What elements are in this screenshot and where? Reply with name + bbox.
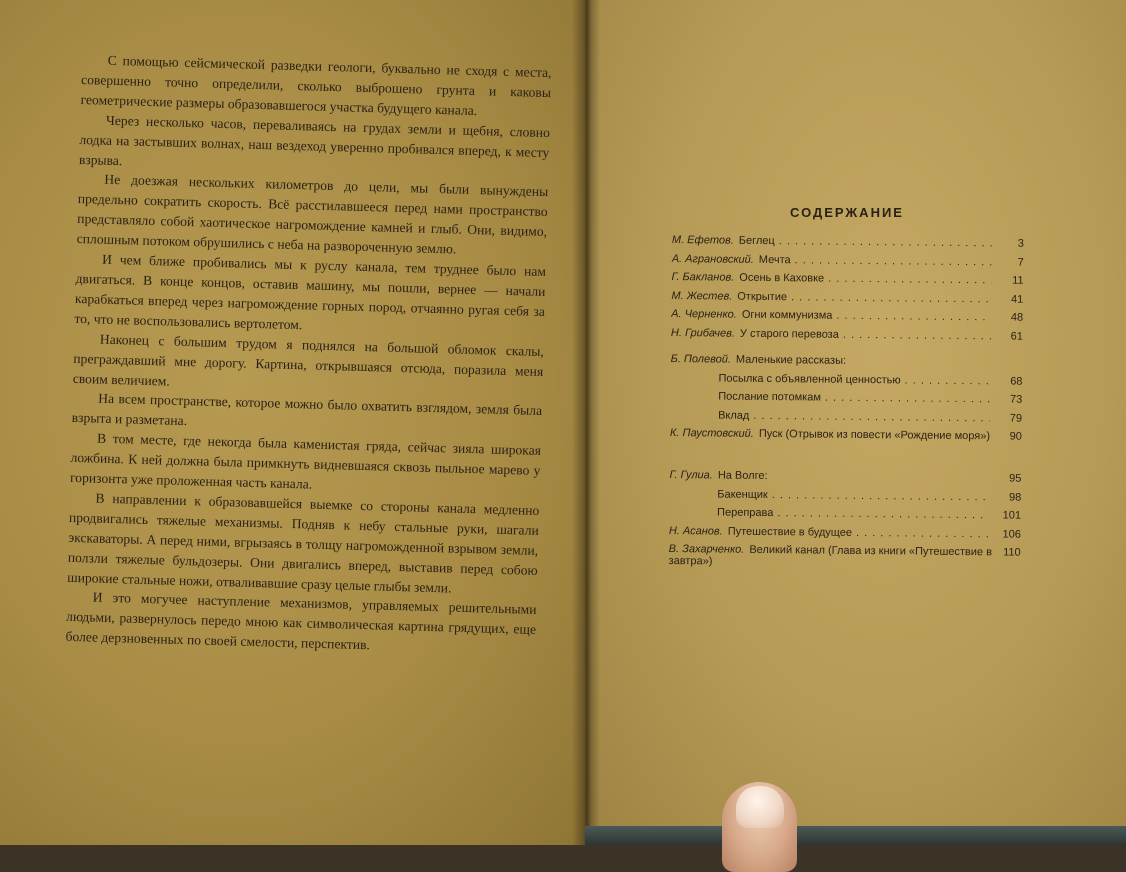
toc-page-number: 73: [994, 393, 1022, 405]
toc-author: М. Ефетов.: [672, 234, 734, 247]
toc-author: Г. Бакланов.: [671, 271, 734, 284]
toc-work-title: Мечта: [759, 253, 791, 265]
toc-author: А. Черненко.: [671, 308, 737, 321]
toc-work-title: Посылка с объявленной ценностью: [718, 372, 900, 386]
left-page-text: [65, 50, 551, 660]
toc-work-title: Осень в Каховке: [739, 272, 824, 285]
paragraph: На всем пространстве, которое можно было охватить взглядом, земля была взрыта и разметана.: [71, 388, 542, 441]
toc-entry: [671, 326, 1023, 348]
table-of-contents: [668, 234, 1024, 581]
paragraph: Через несколько часов, переваливаясь на грудах земли и щебня, словно лодка на застывших волнах, наш вездеход уверенно пробивался вперед, к месту взрыва.: [79, 110, 550, 183]
toc-page-number: 61: [995, 330, 1023, 342]
toc-work-title: Пуск (Отрывок из повести «Рождение моря»): [759, 428, 990, 442]
toc-page-number: 98: [993, 491, 1021, 503]
toc-page-number: 110: [993, 546, 1021, 558]
toc-page-number: 95: [993, 472, 1021, 484]
toc-page-number: 106: [993, 528, 1021, 540]
toc-work-title: У старого перевоза: [740, 327, 839, 340]
toc-page-number: 79: [994, 412, 1022, 424]
toc-page-number: 11: [995, 274, 1023, 286]
toc-author: Б. Полевой.: [671, 353, 731, 366]
toc-author: Н. Грибачев.: [671, 326, 735, 339]
toc-page-number: 68: [994, 375, 1022, 387]
paragraph: Не доезжая нескольких километров до цели, мы были вынуждены предельно сократить скорость. Всё расстилавшееся перед нами пространство представляло собой хаотическое нагромождение камней и глыб. Они, видимо, сплошным потоком обрушились с неба на развороченную землю.: [76, 169, 548, 262]
toc-page-number: 3: [996, 237, 1024, 249]
paragraph: И это могучее наступление механизмов, управляемых решительными людьми, развернулось передо мною как символическая картина грядущих, еще более дерзновенных по своей смелости, перспектив.: [65, 587, 536, 660]
toc-work-title: Бакенщик: [717, 488, 768, 501]
paragraph: В том месте, где некогда была каменистая гряда, сейчас зияла широкая ложбина. К ней должна была примкнуть видневшаяся сквозь пыльное марево у горизонта уже проложенная часть канала.: [70, 428, 541, 501]
thumbnail: [736, 786, 784, 828]
toc-work-title: Путешествие в будущее: [728, 525, 852, 538]
toc-work-title: Маленькие рассказы:: [736, 354, 846, 367]
toc-title: СОДЕРЖАНИЕ: [790, 205, 904, 220]
paragraph: В направлении к образовавшейся выемке со стороны канала медленно продвигались тяжелые механизмы. Подняв к небу стальные руки, шагали экскаваторы. А перед ними, вгрызаясь в толщу нагроможденной взрывом земли, ползли тяжелые бульдозеры. Они двигались вперед, выставив перед собою широкие стальные ножи, отваливавшие сразу целые глыбы земли.: [67, 488, 540, 601]
toc-entry: [670, 427, 1022, 465]
toc-entry: [668, 543, 1020, 581]
toc-page-number: 41: [995, 293, 1023, 305]
toc-page-number: 48: [995, 311, 1023, 323]
book-cover-edge: [585, 826, 1126, 845]
paragraph: С помощью сейсмической разведки геологи, буквально не сходя с места, совершенно точно определили, сколько выброшено грунта и каковы геометрические размеры образовавшегося участка будущего канала.: [80, 50, 551, 123]
toc-author: А. Аграновский.: [672, 252, 754, 265]
toc-author: Н. Асанов.: [669, 524, 723, 537]
toc-page-number: 7: [996, 256, 1024, 268]
toc-work-title: Беглец: [739, 235, 775, 247]
toc-work-title: Переправа: [717, 506, 773, 519]
toc-work-title: Огни коммунизма: [742, 309, 833, 322]
toc-author: Г. Гулиа.: [669, 469, 712, 481]
toc-author: В. Захарченко.: [669, 543, 745, 556]
toc-work-title: Открытие: [737, 290, 787, 303]
toc-work-title: Послание потомкам: [718, 390, 821, 403]
toc-page-number: 101: [993, 509, 1021, 521]
toc-author: М. Жестев.: [671, 289, 732, 302]
toc-page-number: 90: [994, 430, 1022, 442]
toc-work-title: Вклад: [718, 409, 749, 421]
paragraph: И чем ближе пробивались мы к руслу канала, тем труднее было нам двигаться. В конце концов, оставив машину, мы пошли, вернее — начали карабкаться вперед через нагромождение горных пород, отчаянно ругая себя за то, что не воспользовались вертолетом.: [74, 249, 546, 342]
toc-author: К. Паустовский.: [670, 427, 754, 440]
toc-work-title: На Волге:: [718, 469, 768, 482]
paragraph: Наконец с большим трудом я поднялся на большой обломок скалы, преграждавший мне дорогу. Картина, открывшаяся отсюда, поразила меня своим величием.: [73, 329, 544, 402]
toc-work-title: Великий канал (Глава из книги «Путешествие в завтра»): [669, 544, 993, 568]
